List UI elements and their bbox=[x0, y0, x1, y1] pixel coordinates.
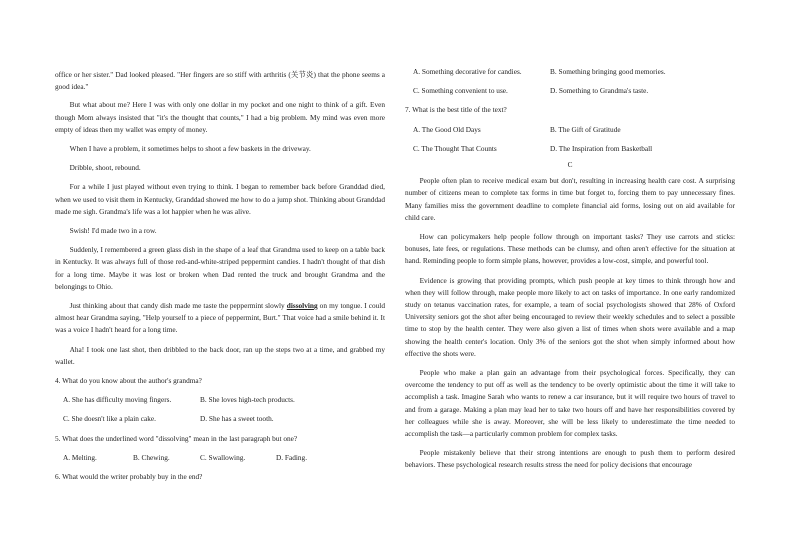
option-7b: B. The Gift of Gratitude bbox=[550, 124, 621, 134]
question-4-options-row-2 bbox=[55, 413, 385, 425]
option-6c: C. Something convenient to use. bbox=[413, 86, 508, 96]
question-4: 4. What do you know about the author's grandma? bbox=[55, 376, 202, 386]
option-5a: A. Melting. bbox=[63, 452, 97, 462]
paragraph-8-part-b: on my tongue. I could almost hear Grandma saying, "Help yourself to a piece of peppermint, Burt." That voice had a smile behind it. It was a voice I hadn't heard for a long time. bbox=[55, 301, 385, 335]
option-4a: A. She has difficulty moving fingers. bbox=[63, 395, 172, 405]
passage-c-paragraph-2: How can policymakers help people follow through on important tasks? They use carrots and sticks: bonuses, late fees, or regulations. These methods can be clumsy, and often aren't effective for the situation at hand. Reminding people to form simple plans, however, provides a low-cost, simple, and powerful tool. bbox=[405, 232, 735, 266]
option-4d: D. She has a sweet tooth. bbox=[200, 414, 274, 424]
passage-c-paragraph-1: People often plan to receive medical exam but don't, resulting in increasing health care cost. A surprising number of citizens mean to complete tax forms in time but forget to, forcing them to pay unnecessary fines. Many families miss the government deadline to complete financial aid forms, losing out on aid available for child care. bbox=[405, 176, 735, 222]
option-5d: D. Fading. bbox=[276, 452, 308, 462]
question-6: 6. What would the writer probably buy in the end? bbox=[55, 472, 203, 482]
paragraph-3: When I have a problem, it sometimes helps to shoot a few baskets in the driveway. bbox=[69, 144, 311, 154]
option-6d: D. Something to Grandma's taste. bbox=[550, 86, 649, 96]
section-heading: C bbox=[567, 160, 573, 170]
option-7d: D. The Inspiration from Basketball bbox=[550, 143, 653, 153]
option-6b: B. Something bringing good memories. bbox=[550, 67, 666, 76]
option-7a: A. The Good Old Days bbox=[413, 124, 481, 134]
paragraph-2: But what about me? Here I was with only one dollar in my pocket and one night to think of a gift. Even though Mom always insisted that "it's the thought that counts," I had a big problem. My mind was even more empty of ideas then my wallet was empty of money. bbox=[55, 100, 385, 134]
question-6-options-row-2 bbox=[405, 85, 735, 97]
paragraph-9: Aha! I took one last shot, then dribbled to the back door, ran up the steps two at a time, and grabbed my wallet. bbox=[55, 344, 385, 366]
option-5c: C. Swallowing. bbox=[200, 452, 246, 462]
question-5-options bbox=[55, 452, 385, 464]
question-4-options-row-1 bbox=[55, 394, 385, 406]
option-5b: B. Chewing. bbox=[133, 452, 170, 462]
passage-c-paragraph-4: People who make a plan gain an advantage from their psychological forces. Specifically, they can overcome the tendency to put off as well as the tendency to be overly optimistic about the time it will take to accomplish a task. Imagine Sarah who wants to renew a car insurance, but it will require two hours of travel to and from a garage. Making a plan may lead her to take two hours off and have her responsibilities covered by her colleagues while she is away. Moreover, she will be less likely to underestimate the time needed to accomplish the task—a particularly common problem for complex tasks. bbox=[405, 368, 735, 439]
passage-c-paragraph-3: Evidence is growing that providing prompts, which push people at key times to think through how and when they will follow through, make people more likely to act on tasks of importance. In one early randomized study on tetanus vaccination rates, for example, a team of social psychologists showed that 28% of Oxford University seniors got the shot after being encouraged to review their weekly schedules and to select a possible time to stop by the health center. They were also given a list of times when shots were available and a map showing the health center's location. Only 3% of the seniors got the shot when simply informed about how effective the shots were. bbox=[405, 275, 735, 358]
question-7: 7. What is the best title of the text? bbox=[405, 105, 507, 115]
question-7-options-row-1 bbox=[405, 124, 735, 136]
question-6-options-row-1 bbox=[405, 66, 735, 78]
option-4b: B. She loves high-tech products. bbox=[200, 395, 295, 405]
paragraph-7: Suddenly, I remembered a green glass dish in the shape of a leaf that Grandma used to keep on a table back in Kentucky. It was always full of those red-and-white-striped peppermint candies. I hadn't thought of that dish for a long time. Maybe it was lost or broken when Dad rented the truck and brought Grandma and the belongings to Ohio. bbox=[55, 245, 385, 291]
paragraph-1: office or her sister." Dad looked pleased. "Her fingers are so stiff with arthritis (关节炎) that the phone seems a good idea." bbox=[55, 70, 385, 92]
paragraph-5: For a while I just played without even trying to think. I began to remember back before Granddad died, when we used to visit them in Kentucky, Granddad showed me how to do a jump shot. Thinking about Granddad made me sigh. Grandma's life was a lot happier when he was alive. bbox=[55, 182, 385, 216]
underlined-word: dissolving bbox=[286, 301, 318, 311]
option-4c: C. She doesn't like a plain cake. bbox=[63, 414, 156, 424]
right-column bbox=[405, 0, 735, 472]
passage-c-paragraph-5: People mistakenly believe that their strong intentions are enough to push them to perform desired behaviors. These psychological research results stress the need for policy decisions that encourage bbox=[405, 448, 735, 470]
question-7-options-row-2 bbox=[405, 143, 735, 155]
paragraph-8 bbox=[55, 300, 385, 337]
option-7c: C. The Thought That Counts bbox=[413, 143, 497, 153]
option-6a: A. Something decorative for candies. bbox=[413, 67, 522, 76]
left-column bbox=[55, 0, 385, 483]
paragraph-8-part-a: Just thinking about that candy dish made me taste the peppermint slowly bbox=[69, 301, 287, 311]
paragraph-6: Swish! I'd made two in a row. bbox=[69, 226, 157, 236]
paragraph-4: Dribble, shoot, rebound. bbox=[69, 163, 141, 173]
question-5: 5. What does the underlined word "dissolving" mean in the last paragraph but one? bbox=[55, 433, 298, 443]
